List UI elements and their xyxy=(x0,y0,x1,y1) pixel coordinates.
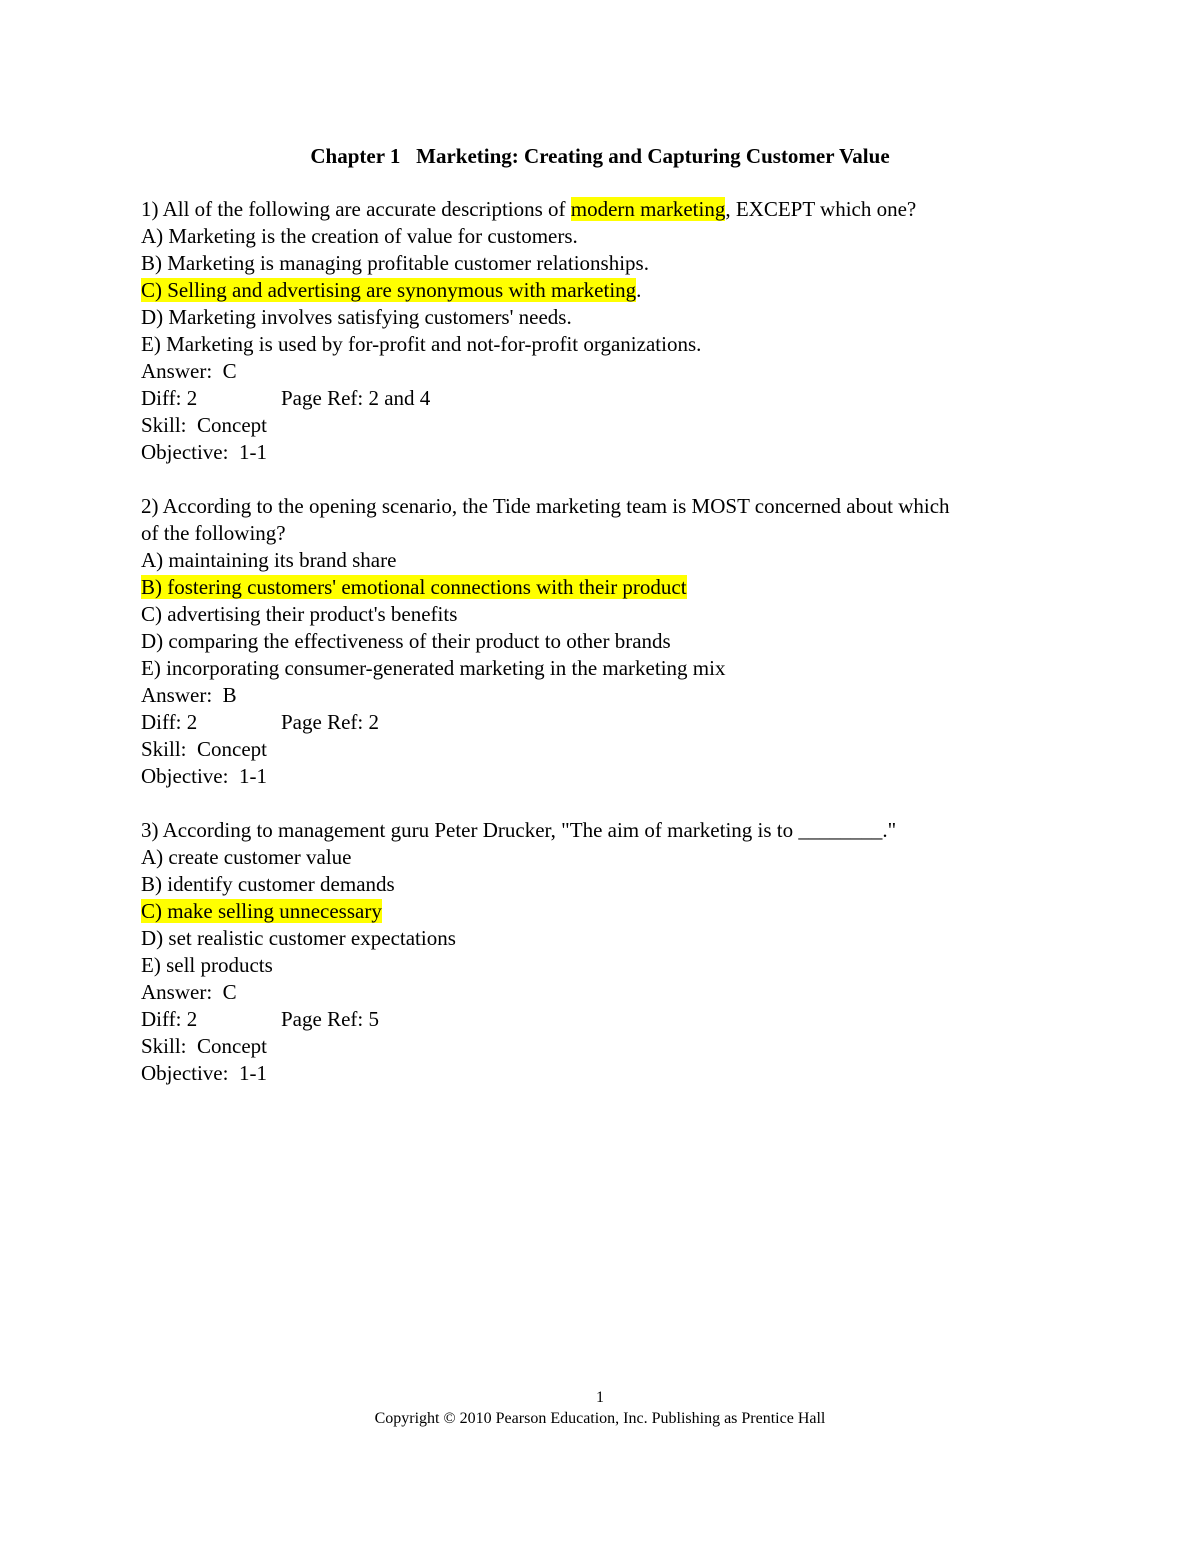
option-c: C) advertising their product's benefits xyxy=(141,602,458,626)
difficulty-page-ref xyxy=(141,709,1071,736)
page-number: 1 xyxy=(596,1389,604,1406)
difficulty-page-ref xyxy=(141,1006,1071,1033)
option-b: B) identify customer demands xyxy=(141,872,395,896)
option-d: D) comparing the effectiveness of their product to other brands xyxy=(141,629,671,653)
answer: Answer: B xyxy=(141,683,237,707)
skill: Skill: Concept xyxy=(141,1034,267,1058)
option-a: A) Marketing is the creation of value for customers. xyxy=(141,224,578,248)
option-e: E) sell products xyxy=(141,953,273,977)
highlighted-term: modern marketing xyxy=(570,197,726,221)
option-b xyxy=(141,574,1071,601)
option-e: E) Marketing is used by for-profit and not-for-profit organizations. xyxy=(141,332,702,356)
difficulty: Diff: 2 xyxy=(141,1007,198,1031)
option-d: D) Marketing involves satisfying customers' needs. xyxy=(141,305,572,329)
option-c xyxy=(141,898,1071,925)
copyright-notice: Copyright © 2010 Pearson Education, Inc. Publishing as Prentice Hall xyxy=(374,1410,826,1427)
correct-option-highlight: C) Selling and advertising are synonymous with marketing xyxy=(141,278,637,302)
difficulty: Diff: 2 xyxy=(141,386,198,410)
option-e: E) incorporating consumer-generated marketing in the marketing mix xyxy=(141,656,726,680)
objective: Objective: 1-1 xyxy=(141,1061,267,1085)
correct-option-highlight: B) fostering customers' emotional connections with their product xyxy=(141,575,687,599)
option-b: B) Marketing is managing profitable customer relationships. xyxy=(141,251,649,275)
page-ref: Page Ref: 5 xyxy=(281,1007,379,1031)
correct-option-highlight: C) make selling unnecessary xyxy=(141,899,382,923)
question-stem-continued: of the following? xyxy=(141,521,286,545)
objective: Objective: 1-1 xyxy=(141,440,267,464)
option-d: D) set realistic customer expectations xyxy=(141,926,456,950)
page-title: Chapter 1 Marketing: Creating and Capturing Customer Value xyxy=(310,144,890,168)
page-ref: Page Ref: 2 and 4 xyxy=(281,386,431,410)
question-list xyxy=(141,196,1071,1087)
skill: Skill: Concept xyxy=(141,737,267,761)
objective: Objective: 1-1 xyxy=(141,764,267,788)
answer: Answer: C xyxy=(141,980,237,1004)
question-stem: 2) According to the opening scenario, the Tide marketing team is MOST concerned about which xyxy=(141,494,950,518)
option-c: C) Selling and advertising are synonymous with marketing. xyxy=(141,278,642,302)
question-1 xyxy=(141,196,1071,466)
difficulty-page-ref xyxy=(141,385,1071,412)
question-3 xyxy=(141,817,1071,1087)
question-stem: 3) According to management guru Peter Drucker, "The aim of marketing is to ________." xyxy=(141,818,897,842)
option-a: A) create customer value xyxy=(141,845,352,869)
question-stem: 1) All of the following are accurate descriptions of modern marketing, EXCEPT which one? xyxy=(141,197,917,221)
difficulty: Diff: 2 xyxy=(141,710,198,734)
skill: Skill: Concept xyxy=(141,413,267,437)
page-ref: Page Ref: 2 xyxy=(281,710,379,734)
option-a: A) maintaining its brand share xyxy=(141,548,397,572)
question-2 xyxy=(141,493,1071,790)
answer: Answer: C xyxy=(141,359,237,383)
